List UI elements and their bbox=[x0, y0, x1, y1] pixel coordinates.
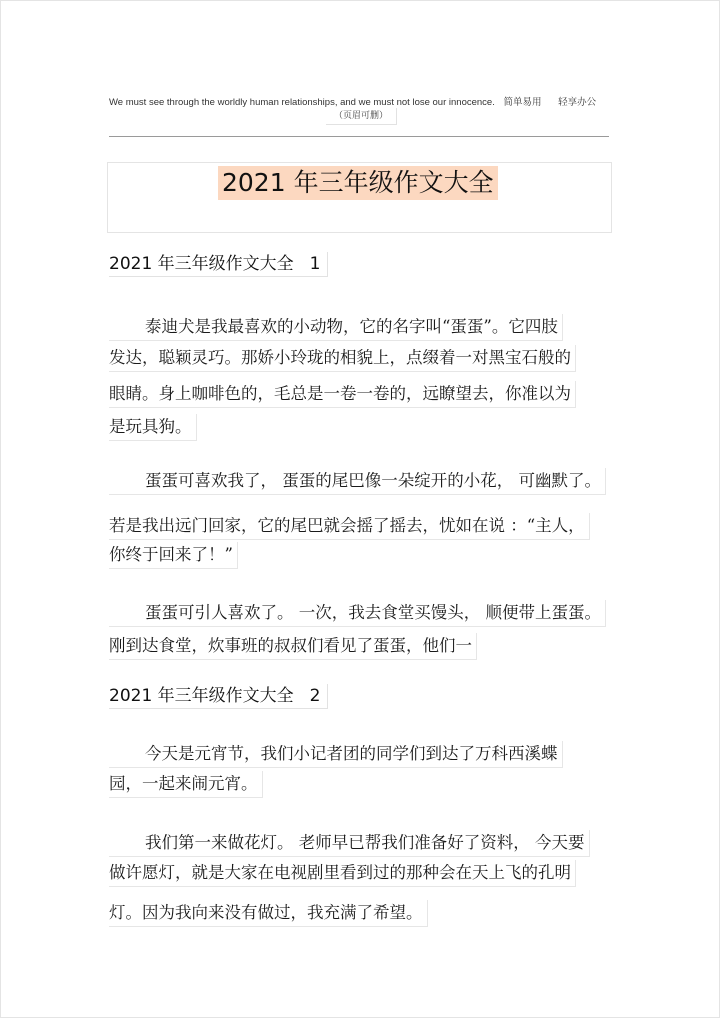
paragraph-line: 泰迪犬是我最喜欢的小动物，它的名字叫“蛋蛋”。它四肢 bbox=[109, 314, 563, 341]
paragraph-line: 园，一起来闹元宵。 bbox=[109, 771, 263, 798]
page-header bbox=[109, 94, 609, 108]
paragraph-line: 你终于回来了！” bbox=[109, 542, 238, 569]
header-removable-note: （页眉可删） bbox=[326, 108, 397, 125]
paragraph-line: 是玩具狗。 bbox=[109, 414, 197, 441]
section-heading-2 bbox=[109, 684, 328, 709]
document-title: 2021 年三年级作文大全 bbox=[218, 166, 498, 200]
paragraph-line: 今天是元宵节，我们小记者团的同学们到达了万科西溪蝶 bbox=[109, 741, 563, 768]
paragraph-line: 我们第一来做花灯。 老师早已帮我们准备好了资料， 今天要 bbox=[109, 830, 590, 857]
paragraph-line: 眼睛。身上咖啡色的，毛总是一卷一卷的，远瞭望去，你准以为 bbox=[109, 381, 576, 408]
paragraph-line: 发达，聪颖灵巧。那娇小玲珑的相貌上，点缀着一对黑宝石般的 bbox=[109, 345, 576, 372]
header-rule bbox=[109, 136, 609, 137]
section-heading-text: 2021 年三年级作文大全 bbox=[109, 254, 294, 274]
paragraph-line: 灯。因为我向来没有做过，我充满了希望。 bbox=[109, 900, 428, 927]
paragraph-line: 蛋蛋可喜欢我了， 蛋蛋的尾巴像一朵绽开的小花， 可幽默了。 bbox=[109, 468, 606, 495]
header-tag-simple: 简单易用 bbox=[503, 97, 542, 108]
section-heading-text: 2021 年三年级作文大全 bbox=[109, 686, 294, 706]
header-english-quote: We must see through the worldly human relationships, and we must not lose our innocence. bbox=[109, 97, 495, 108]
paragraph-line: 若是我出远门回家，它的尾巴就会摇了摇去，忧如在说 ：“主人， bbox=[109, 513, 590, 540]
section-number: 2 bbox=[309, 686, 321, 706]
header-tag-office: 轻享办公 bbox=[558, 97, 597, 108]
paragraph-line: 做许愿灯，就是大家在电视剧里看到过的那种会在天上飞的孔明 bbox=[109, 860, 576, 887]
paragraph-line: 刚到达食堂，炊事班的叔叔们看见了蛋蛋，他们一 bbox=[109, 633, 477, 660]
paragraph-line: 蛋蛋可引人喜欢了。 一次，我去食堂买馒头， 顺便带上蛋蛋。 bbox=[109, 600, 606, 627]
section-heading-1 bbox=[109, 252, 328, 277]
section-number: 1 bbox=[309, 254, 321, 274]
